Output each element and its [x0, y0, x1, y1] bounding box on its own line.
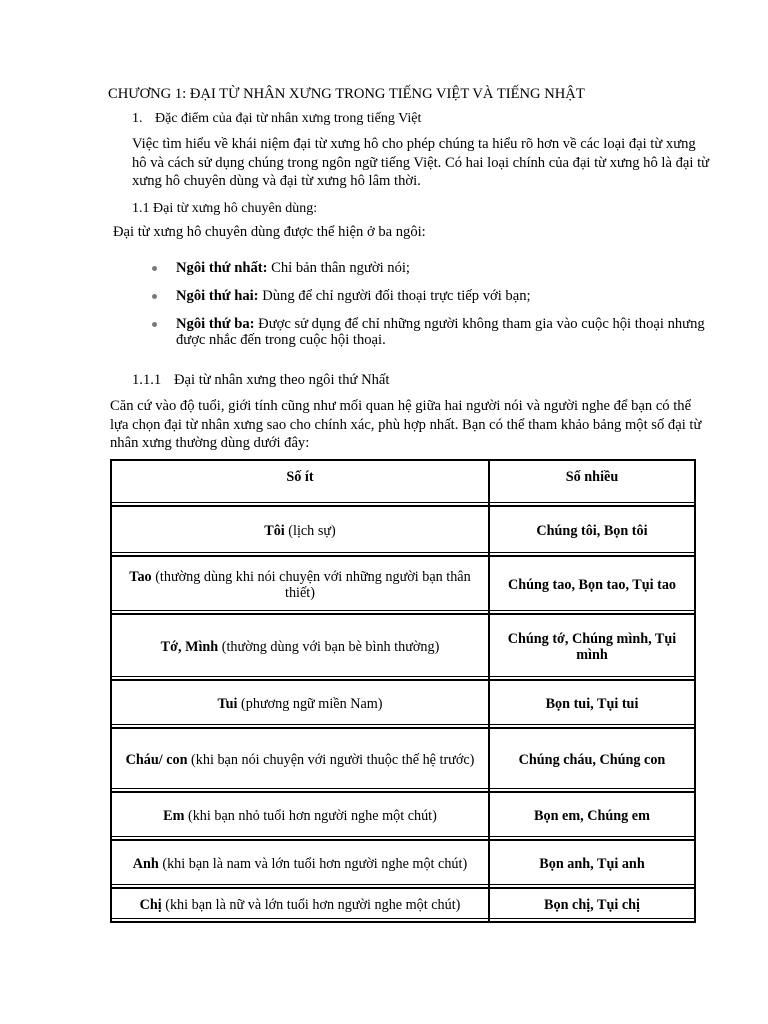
singular-note: (lịch sự) — [284, 523, 336, 539]
table-row — [112, 793, 696, 841]
singular-cell — [112, 507, 490, 557]
bullet-term: Ngôi thứ ba: — [176, 316, 255, 332]
singular-term: Tớ, Mình — [160, 639, 219, 655]
bullet-term: Ngôi thứ nhất: — [176, 260, 268, 276]
singular-cell — [112, 615, 490, 681]
plural-cell: Bọn tui, Tụi tui — [490, 681, 696, 729]
bullet-item — [152, 316, 712, 348]
table-header-row — [112, 461, 696, 507]
singular-cell — [112, 841, 490, 889]
section-heading — [132, 110, 421, 127]
section-paragraph: Việc tìm hiểu về khái niệm đại từ xưng hô cho phép chúng ta hiểu rõ hơn về các loại đại từ xưng hô và cách sử dụng chúng trong ngôn ngữ tiếng Việt. Có hai loại chính của đại từ xưng hô là đại từ xưng hô chuyên dùng và đại từ xưng hô lâm thời. — [132, 136, 710, 189]
singular-cell — [112, 889, 490, 923]
singular-cell — [112, 793, 490, 841]
singular-term: Cháu/ con — [125, 752, 188, 768]
subsubsection-heading — [132, 372, 389, 389]
singular-term: Em — [163, 808, 185, 824]
bullet-item — [152, 260, 712, 276]
pronoun-table — [110, 459, 696, 923]
singular-note: (thường dùng với bạn bè bình thường) — [218, 639, 440, 655]
table-row — [112, 615, 696, 681]
plural-cell: Chúng tôi, Bọn tôi — [490, 507, 696, 557]
singular-note: (phương ngữ miền Nam) — [237, 696, 383, 712]
bullet-text: Dùng để chỉ người đối thoại trực tiếp với bạn; — [258, 288, 531, 304]
subsection-intro: Đại từ xưng hô chuyên dùng được thể hiện ở ba ngôi: — [113, 224, 426, 240]
singular-term: Anh — [132, 856, 159, 872]
table-row — [112, 841, 696, 889]
table-row — [112, 507, 696, 557]
section-title: Đặc điểm của đại từ nhân xưng trong tiếng Việt — [155, 111, 422, 126]
bullet-text: Chỉ bản thân người nói; — [267, 260, 410, 276]
singular-cell — [112, 557, 490, 615]
singular-cell — [112, 729, 490, 793]
header-singular: Số ít — [112, 461, 490, 507]
table-row — [112, 889, 696, 923]
bullet-term: Ngôi thứ hai: — [176, 288, 259, 304]
bullet-item — [152, 288, 712, 304]
singular-term: Tui — [217, 696, 238, 712]
singular-term: Chị — [139, 897, 162, 913]
table-row — [112, 557, 696, 615]
singular-term: Tao — [129, 569, 152, 585]
plural-cell: Chúng tớ, Chúng mình, Tụi mình — [490, 615, 696, 681]
singular-note: (khi bạn nhỏ tuổi hơn người nghe một chút) — [184, 808, 437, 824]
singular-cell — [112, 681, 490, 729]
singular-note: (khi bạn nói chuyện với người thuộc thế hệ trước) — [187, 752, 475, 768]
singular-note: (thường dùng khi nói chuyện với những người bạn thân thiết) — [151, 569, 471, 601]
subsubsection-number: 1.1.1 — [132, 372, 162, 388]
singular-note: (khi bạn là nam và lớn tuổi hơn người nghe một chút) — [158, 856, 468, 872]
header-plural: Số nhiều — [490, 461, 696, 507]
singular-note: (khi bạn là nữ và lớn tuổi hơn người nghe một chút) — [161, 897, 461, 913]
table-row — [112, 681, 696, 729]
section-number: 1. — [132, 111, 143, 126]
plural-cell: Bọn anh, Tụi anh — [490, 841, 696, 889]
chapter-title: CHƯƠNG 1: ĐẠI TỪ NHÂN XƯNG TRONG TIẾNG VIỆT VÀ TIẾNG NHẬT — [108, 86, 585, 102]
subsection-title: 1.1 Đại từ xưng hô chuyên dùng: — [132, 201, 318, 216]
bullet-text: Được sử dụng để chỉ những người không tham gia vào cuộc hội thoại nhưng được nhắc đến trong cuộc hội thoại. — [176, 316, 705, 348]
singular-term: Tôi — [264, 523, 285, 539]
subsubsection-paragraph: Căn cứ vào độ tuổi, giới tính cũng như mối quan hệ giữa hai người nói và người nghe để bạn có thể lựa chọn đại từ nhân xưng sao cho chính xác, phù hợp nhất. Bạn có thể tham khảo bảng một số đại từ nhân xưng thường dùng dưới đây: — [110, 398, 702, 451]
bullet-icon — [152, 266, 157, 271]
plural-cell: Chúng cháu, Chúng con — [490, 729, 696, 793]
bullet-icon — [152, 294, 157, 299]
plural-cell: Chúng tao, Bọn tao, Tụi tao — [490, 557, 696, 615]
plural-cell: Bọn em, Chúng em — [490, 793, 696, 841]
subsubsection-title: Đại từ nhân xưng theo ngôi thứ Nhất — [174, 372, 390, 388]
plural-cell: Bọn chị, Tụi chị — [490, 889, 696, 923]
bullet-icon — [152, 322, 157, 327]
person-bullet-list — [152, 260, 712, 360]
table-row — [112, 729, 696, 793]
